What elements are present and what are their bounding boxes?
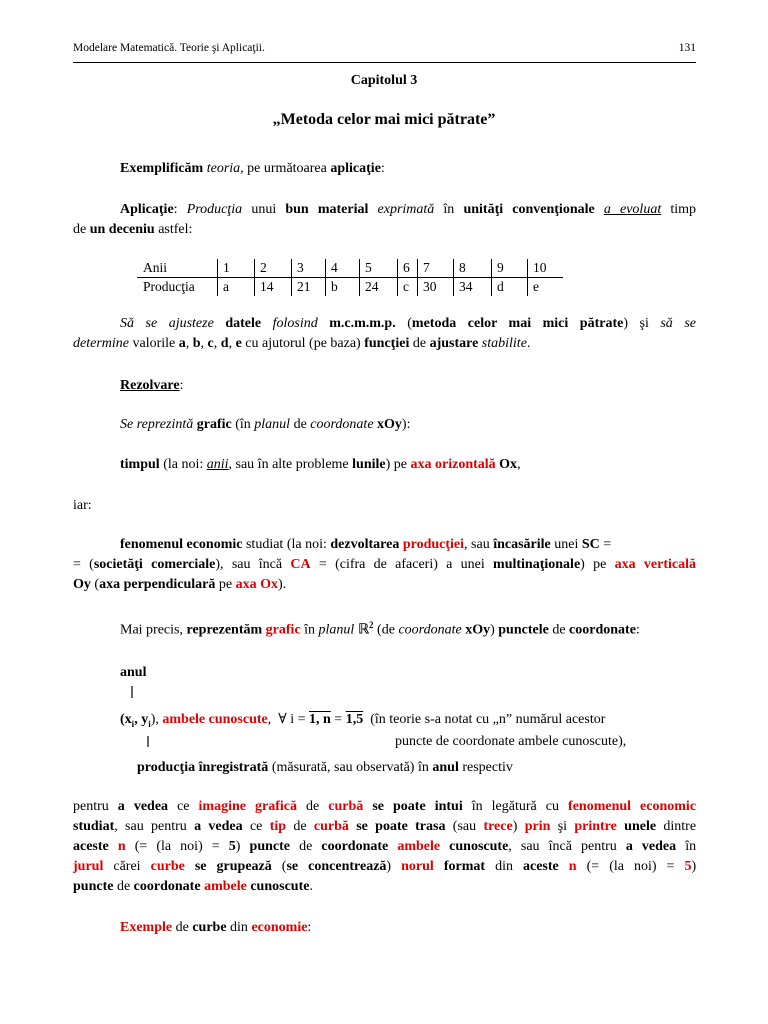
text: astfel:	[158, 222, 193, 237]
text-bold: a vedea	[117, 799, 169, 814]
text-bold: a vedea	[194, 819, 243, 834]
table-cell: 4	[326, 259, 360, 278]
text-bold: axa perpendiculară	[99, 577, 216, 592]
running-header	[73, 42, 696, 63]
text-bold: anul	[432, 760, 459, 775]
text: , y	[134, 712, 149, 727]
text-bold: punctele	[498, 622, 549, 638]
paragraph-intro	[120, 161, 385, 177]
text-italic: coordonate	[310, 417, 374, 432]
text-bold: a vedea	[625, 839, 677, 854]
text: = (	[73, 557, 94, 572]
paragraph-purpose-line1	[73, 799, 696, 815]
header-title: Modelare Matematică. Teorie şi Aplicaţii.	[73, 42, 265, 54]
text-bold: grafic	[196, 417, 232, 432]
text: ce	[249, 819, 263, 834]
text-bold-red: jurul	[73, 859, 104, 874]
paragraph-phenomenon-line2	[73, 557, 696, 573]
text-bold: aceste	[523, 859, 559, 874]
paragraph-points	[120, 711, 605, 729]
paragraph-purpose-line4	[73, 859, 696, 875]
table-cell: d	[492, 278, 528, 297]
text: de	[293, 819, 307, 834]
text-bold: se concentrează	[286, 859, 387, 874]
text-bold: c	[207, 336, 214, 351]
label-anul	[120, 665, 146, 681]
text-bold: e	[235, 336, 242, 351]
text: cu ajutorul (pe baza)	[245, 336, 361, 351]
text: , sau	[464, 537, 490, 552]
paragraph-task-line1	[120, 316, 696, 332]
table-cell: 5	[360, 259, 398, 278]
text: (= (la noi) =	[134, 839, 220, 854]
text-bold: d	[220, 336, 229, 351]
text: (în teorie s-a notat cu „n” numărul acestor	[370, 712, 606, 727]
paragraph-purpose-line3	[73, 839, 696, 855]
text-bold: xOy	[377, 417, 402, 432]
text: ),	[150, 712, 159, 727]
text: unei	[554, 537, 579, 552]
text-italic: folosind	[272, 316, 318, 331]
text-bold-red: trece	[483, 819, 513, 834]
subscript: i	[148, 718, 151, 729]
table-cell: Anii	[137, 259, 218, 278]
text-bold: multinaţionale	[493, 557, 581, 572]
text-bold: aplicaţie	[330, 161, 381, 176]
text: (	[407, 316, 412, 331]
text-bold: m.c.m.m.p.	[329, 316, 396, 331]
text-italic: Să se ajusteze	[120, 316, 214, 331]
text-bold: Exemplificăm	[120, 161, 204, 176]
text: din	[230, 920, 248, 935]
text-bold: fenomenul economic	[120, 537, 243, 552]
table-cell: b	[326, 278, 360, 297]
text-bold: timpul	[120, 457, 160, 472]
text: cărei	[113, 859, 141, 874]
text-bold-red: economie	[251, 920, 308, 935]
text: , sau încă pentru	[508, 839, 617, 854]
text: =	[334, 712, 343, 727]
table-cell: 24	[360, 278, 398, 297]
table-cell: 14	[255, 278, 292, 297]
text: în	[304, 622, 316, 638]
text-bold: puncte	[73, 879, 114, 894]
table-cell: Producţia	[137, 278, 218, 297]
text-bold: coordonate	[321, 839, 389, 854]
text: pentru	[73, 799, 109, 814]
text-italic: planul	[254, 417, 291, 432]
text: în	[443, 202, 455, 217]
text: de	[306, 799, 320, 814]
paragraph-purpose-line2	[73, 819, 696, 835]
text-bold-red: curbă	[328, 799, 364, 814]
text-points-note: puncte de coordonate ambele cunoscute),	[395, 734, 627, 749]
table-cell: 6	[398, 259, 418, 278]
paragraph-production	[137, 760, 513, 776]
text-bold-red: fenomenul economic	[568, 799, 697, 814]
text-bold: aceste	[73, 839, 109, 854]
text: ,	[517, 457, 521, 472]
paragraph-precise	[120, 620, 640, 639]
text-bold-red: imagine grafică	[198, 799, 297, 814]
text-bold: xOy	[465, 622, 491, 638]
paragraph-application-line2	[73, 222, 192, 238]
text-bold-red: ambele cunoscute	[162, 712, 268, 727]
range-overlined: 1, n	[309, 712, 331, 727]
table-cell: a	[218, 278, 255, 297]
table-cell: e	[528, 278, 564, 297]
text-bold: dezvoltarea	[330, 537, 400, 552]
arrow-shape	[129, 686, 135, 700]
table-cell: 2	[255, 259, 292, 278]
text-bold: reprezentăm	[186, 622, 263, 638]
table-cell: 3	[292, 259, 326, 278]
text-bold-red: Exemple	[120, 920, 173, 935]
text: pe	[218, 577, 233, 592]
text-bold: puncte	[249, 839, 290, 854]
arrow-shape	[145, 734, 151, 748]
text-bold: Ox	[499, 457, 518, 472]
text-bold-red: axa verticală	[614, 557, 696, 572]
text: )	[691, 859, 697, 874]
text-bold-red: producţiei	[402, 537, 465, 552]
production-table	[137, 259, 563, 296]
text-bold: unele	[624, 819, 657, 834]
text-bold-red: CA	[290, 557, 311, 572]
text: de	[412, 336, 427, 351]
paragraph-purpose-line5	[73, 879, 313, 895]
paragraph-phenomenon-line3	[73, 577, 286, 593]
text-bold: producţia înregistrată	[137, 760, 269, 775]
text: :	[307, 920, 312, 935]
paragraph-graph	[120, 417, 410, 433]
text-bold: Aplicaţie	[120, 202, 174, 217]
text-bold: unităţi convenţionale	[463, 202, 595, 217]
text-italic: coordonate	[398, 622, 462, 638]
text: (în	[235, 417, 251, 432]
text-italic: stabilite	[481, 336, 527, 351]
text-bold: 5	[228, 839, 236, 854]
text: ).	[277, 577, 287, 592]
text-bold-underlined: Rezolvare	[120, 378, 180, 393]
text-bold: societăţi comerciale	[93, 557, 216, 572]
text-bold-red: norul	[401, 859, 434, 874]
text-bold-red: grafic	[265, 622, 301, 638]
text-bold-red: tip	[269, 819, 287, 834]
text-bold-red: n	[117, 839, 126, 854]
text-bold: coordonate	[133, 879, 201, 894]
text: Mai precis,	[120, 622, 183, 638]
text: (sau	[452, 819, 477, 834]
paragraph-examples	[120, 920, 311, 936]
page-number: 131	[678, 42, 696, 54]
text-bold: cunoscute	[250, 879, 310, 894]
text-bold-red: curbă	[313, 819, 349, 834]
text-bold-red: ambele	[204, 879, 247, 894]
text: ) şi	[623, 316, 649, 331]
text: , sau în alte probleme	[228, 457, 349, 472]
text-underlined: a evoluat	[603, 202, 662, 217]
text: , pe următoarea	[240, 161, 327, 176]
paragraph-application-line1	[120, 202, 696, 218]
text-italic: să se	[660, 316, 696, 331]
subscript: i	[131, 718, 135, 729]
text: (la noi:	[163, 457, 204, 472]
table-cell: 34	[454, 278, 492, 297]
table-cell: c	[398, 278, 418, 297]
text: de	[293, 417, 307, 432]
text-bold: metoda celor mai mici pătrate	[411, 316, 624, 331]
text: dintre	[663, 819, 697, 834]
table-cell: 1	[218, 259, 255, 278]
table-cell: 21	[292, 278, 326, 297]
real-numbers-symbol: ℝ	[357, 621, 370, 638]
text-bold: se poate trasa	[356, 819, 446, 834]
text: şi	[557, 819, 568, 834]
text-italic: determine	[73, 336, 129, 351]
paragraph-task-line2: determine valorile a, b, c, d, e cu ajutorul (pe baza) funcţiei de ajustare stabilite.	[73, 336, 531, 351]
text: (x	[120, 712, 132, 727]
text: ) pe	[580, 557, 607, 572]
text-bold-red: printre	[574, 819, 617, 834]
text-bold: Oy	[73, 577, 91, 592]
text: )	[386, 859, 392, 874]
text-bold: b	[192, 336, 201, 351]
chapter-title: „Metoda celor mai mici pătrate”	[272, 111, 496, 128]
text-bold: anul	[120, 665, 147, 680]
text: :	[173, 202, 178, 217]
table-cell: 10	[528, 259, 564, 278]
text-bold: curbe	[192, 920, 227, 935]
text: în	[685, 839, 697, 854]
text-bold-red: 5	[684, 859, 692, 874]
text-bold-red: ambele	[397, 839, 441, 854]
text-italic: Producţia	[186, 202, 243, 217]
text: de	[73, 222, 87, 237]
text: din	[495, 859, 513, 874]
table-cell: 30	[418, 278, 454, 297]
forall-expression: ∀ i =	[278, 712, 306, 727]
text: ) pe	[385, 457, 408, 472]
text: ), sau încă	[215, 557, 283, 572]
text: ):	[401, 417, 411, 432]
text: de	[299, 839, 313, 854]
text-bold: a	[178, 336, 186, 351]
text-bold: funcţiei	[364, 336, 410, 351]
text: = (cifra de afaceri) a unei	[318, 557, 485, 572]
text: .	[526, 336, 531, 351]
text-bold: un deceniu	[89, 222, 155, 237]
text: de	[552, 622, 566, 638]
text: .	[309, 879, 313, 894]
table-cell: 7	[418, 259, 454, 278]
range-overlined: 1,5	[345, 712, 364, 727]
text-bold-red: n	[568, 859, 577, 874]
text-bold: datele	[225, 316, 262, 331]
text-bold-red: prin	[524, 819, 551, 834]
text-bold: studiat	[73, 819, 115, 834]
text: )	[235, 839, 241, 854]
text-italic: Se reprezintă	[120, 417, 194, 432]
text-bold: coordonate	[569, 622, 636, 638]
text-bold: SC	[581, 537, 600, 552]
text: (	[281, 859, 287, 874]
text-bold: încasările	[493, 537, 551, 552]
text: )	[512, 819, 518, 834]
text-bold-red: axa orizontală	[410, 457, 496, 472]
text: (măsurată, sau observată) în	[271, 760, 429, 775]
text: (	[94, 577, 100, 592]
text-italic: exprimată	[377, 202, 435, 217]
table-cell: 9	[492, 259, 528, 278]
text: studiat (la noi:	[245, 537, 327, 552]
section-heading-rezolvare: Rezolvare:	[120, 378, 184, 393]
table-cell: 8	[454, 259, 492, 278]
text-italic: planul	[318, 622, 355, 638]
text: :	[380, 161, 385, 176]
text-bold: bun material	[285, 202, 369, 217]
up-arrow-icon	[145, 734, 151, 753]
table-row	[137, 259, 563, 278]
text-bold: cunoscute	[449, 839, 509, 854]
text-bold: se poate intui	[372, 799, 463, 814]
text: de	[175, 920, 189, 935]
text-bold-red: axa Ox	[235, 577, 278, 592]
text: ce	[177, 799, 190, 814]
text-iar: iar:	[73, 498, 92, 513]
text-bold: ajustare	[429, 336, 479, 351]
text: timp	[670, 202, 697, 217]
text-italic: teoria	[206, 161, 241, 176]
superscript: 2	[369, 620, 374, 630]
down-arrow-icon	[129, 686, 135, 705]
text-bold: se grupează	[194, 859, 272, 874]
paragraph-phenomenon-line1: fenomenul economic studiat (la noi: dezvoltarea producţiei, sau încasările unei SC =	[120, 537, 612, 552]
text-bold: format	[443, 859, 486, 874]
text: de	[116, 879, 131, 894]
text: (= (la noi) =	[586, 859, 675, 874]
table-row	[137, 278, 563, 297]
text: valorile	[132, 336, 176, 351]
text: ,	[267, 712, 272, 727]
text: )	[490, 622, 495, 638]
text-bold: lunile	[352, 457, 386, 472]
text-underlined: anii	[206, 457, 229, 472]
text: , sau pentru	[114, 819, 187, 834]
text: :	[635, 622, 640, 638]
text: respectiv	[462, 760, 513, 775]
text: unui	[251, 202, 277, 217]
paragraph-time-axis	[120, 457, 521, 473]
text: (de	[377, 622, 395, 638]
chapter-label: Capitolul 3	[350, 73, 418, 88]
text: în legătură cu	[471, 799, 559, 814]
text-bold-red: curbe	[150, 859, 185, 874]
